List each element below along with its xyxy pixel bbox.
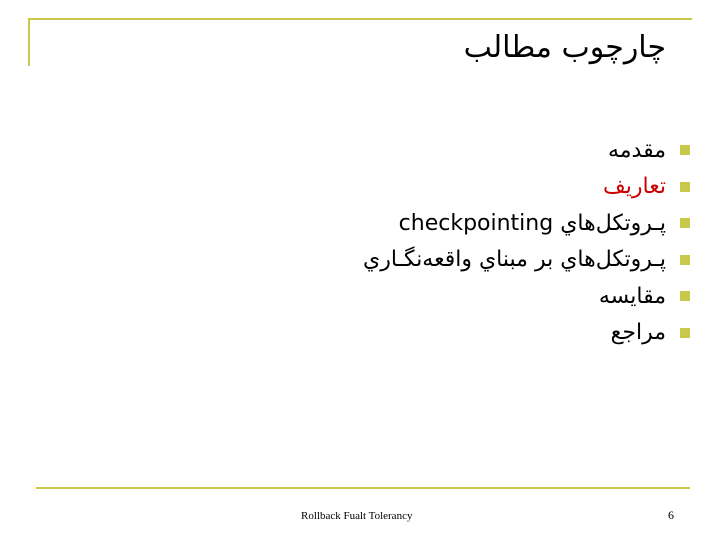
bullet-item-checkpointing <box>270 205 690 242</box>
square-bullet-icon <box>680 218 690 228</box>
footer-caption: Rollback Fualt Tolerancy <box>301 510 413 522</box>
slide-title: چارچوب مطالب <box>463 30 666 65</box>
bullet-text: مقدمه <box>607 137 666 163</box>
bullet-text: تعاريف <box>603 174 666 200</box>
frame-left-line <box>28 18 30 66</box>
bullet-text: مقايسه <box>598 283 666 309</box>
frame-top-line <box>28 18 692 20</box>
square-bullet-icon <box>680 145 690 155</box>
bullet-item-intro <box>270 132 690 169</box>
square-bullet-icon <box>680 255 690 265</box>
footer-divider <box>36 487 690 489</box>
bullet-item-references <box>270 315 690 352</box>
page-number: 6 <box>668 508 674 522</box>
square-bullet-icon <box>680 291 690 301</box>
square-bullet-icon <box>680 328 690 338</box>
square-bullet-icon <box>680 182 690 192</box>
bullet-text: پـروتكل‌هاي بر مبناي واقعه‌نگـاري <box>363 247 666 273</box>
bullet-item-comparison <box>270 278 690 315</box>
bullet-item-definitions <box>270 169 690 206</box>
bullet-text: مراجع <box>610 320 666 346</box>
bullet-list <box>270 132 690 351</box>
bullet-item-logging <box>270 242 690 279</box>
bullet-text: پـروتكل‌هاي checkpointing <box>398 210 666 236</box>
